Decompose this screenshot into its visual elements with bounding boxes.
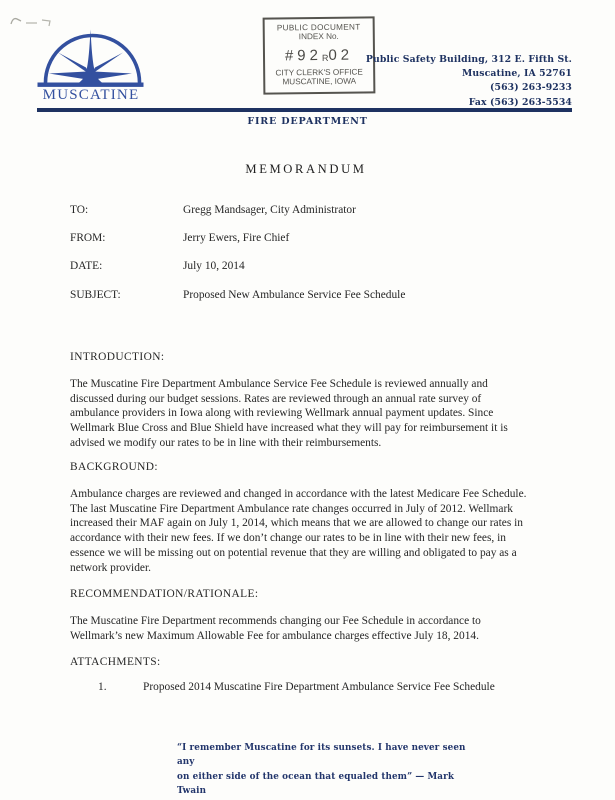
section-body-introduction: The Muscatine Fire Department Ambulance Service Fee Schedule is reviewed annually and discussed during our budget sessions. Rates are reviewed through an annual rate survey of ambulance providers in Iowa along with reviewing Wellmark annual payment updates. Since Wellmark Blue Cross and Blue Shield have increased what they will pay for reimbursement it is advised we modify our rates to be in line with their reimbursements. — [70, 378, 508, 449]
address-line: Muscatine, IA 52761 — [462, 68, 572, 80]
memo-field-subject — [70, 289, 405, 301]
stamp-city: MUSCATINE, IOWA — [282, 76, 357, 87]
muscatine-sunset-logo-icon — [34, 26, 148, 89]
stamp-small-char: R — [321, 52, 329, 63]
stamp-title: PUBLIC DOCUMENT — [276, 22, 361, 33]
section-heading-recommendation: RECOMMENDATION/RATIONALE: — [70, 588, 259, 600]
section-heading-background: BACKGROUND: — [70, 461, 158, 473]
attachment-list-number: 1. — [98, 681, 107, 693]
memo-field-from — [70, 232, 289, 244]
section-body-recommendation: The Muscatine Fire Department recommends changing our Fee Schedule in accordance to Wellmark’s new Maximum Allowable Fee for ambulance charges effective July 18, 2014. — [70, 615, 481, 642]
address-line: (563) 263-9233 — [490, 82, 572, 94]
memo-field-value: July 10, 2014 — [183, 260, 245, 272]
letterhead-rule — [37, 108, 572, 112]
memo-field-label: FROM: — [70, 232, 106, 244]
footer-quote-line: on either side of the ocean that equaled them” — Mark Twain — [177, 771, 455, 796]
letterhead-address — [366, 53, 572, 110]
memo-field-to — [70, 204, 356, 216]
memo-title: MEMORANDUM — [245, 162, 367, 176]
footer-quote — [177, 741, 467, 798]
memo-field-label: TO: — [70, 204, 89, 216]
footer-quote-line: “I remember Muscatine for its sunsets. I have never seen any — [177, 743, 466, 768]
section-heading-introduction: INTRODUCTION: — [70, 351, 165, 363]
public-document-stamp — [263, 16, 376, 94]
memo-field-value: Proposed New Ambulance Service Fee Schedule — [183, 289, 406, 301]
memo-field-date — [70, 260, 245, 272]
address-line: Fax (563) 263-5534 — [468, 96, 572, 108]
department-title: FIRE DEPARTMENT — [247, 116, 368, 127]
section-body-background: Ambulance charges are reviewed and changed in accordance with the latest Medicare Fee Schedule. The last Muscatine Fire Department Ambulance rate changes occurred in July of 2012. Wellmark increased their MAF again on July 1, 2014, which means that we are allowed to change our rates in accordance with their new fees. If we don’t change our rates to be in line with their new fees, in essence we will be missing out on potential revenue that they are willing and obligated to pay as a network provider. — [70, 488, 527, 574]
attachment-list-item: Proposed 2014 Muscatine Fire Department Ambulance Service Fee Schedule — [143, 681, 495, 693]
stamp-index-number: #92R02 — [284, 46, 354, 65]
memo-field-value: Gregg Mandsager, City Administrator — [183, 204, 356, 216]
memo-field-value: Jerry Ewers, Fire Chief — [183, 232, 290, 244]
section-heading-attachments: ATTACHMENTS: — [70, 656, 161, 668]
address-line: Public Safety Building, 312 E. Fifth St. — [365, 54, 572, 65]
logo-wordmark: MUSCATINE — [42, 87, 140, 103]
memo-field-label: DATE: — [70, 260, 103, 272]
stamp-subtitle: INDEX No. — [298, 31, 339, 42]
stamp-office: CITY CLERK'S OFFICE — [275, 67, 363, 78]
memo-field-label: SUBJECT: — [70, 289, 121, 301]
